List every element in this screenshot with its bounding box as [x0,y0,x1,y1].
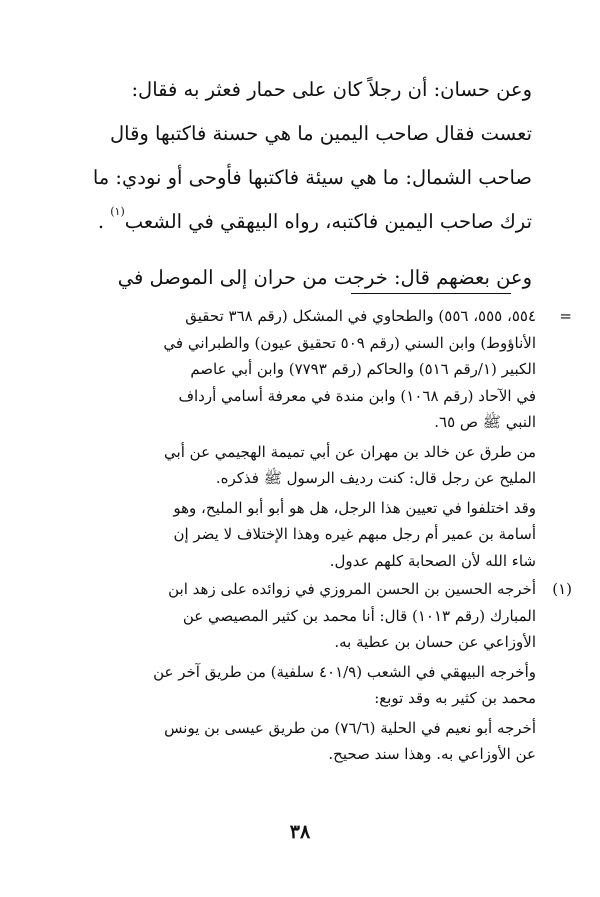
main-line-5: وعن بعضهم قال: خرجت من حران إلى الموصل في [117,266,532,289]
fn1-p3-line-1: أخرجه أبو نعيم في الحلية (٧٦/٦) من طريق عيسى بن يونس [164,718,536,737]
fn1-p1-line-2: المبارك (رقم ١٠١٣) قال: أنا محمد بن كثير المصيصي عن [182,606,536,625]
fn1-p2-line-2: محمد بن كثير به وقد توبع: [374,689,536,707]
fn-cont-p3-line-1: وقد اختلفوا في تعيين هذا الرجل، هل هو أبو أبو المليح، وهو [173,498,536,517]
fn1-p1-line-3: الأوزاعي عن حسان بن عطية به. [334,633,536,651]
footnote-divider [351,293,511,294]
page-number: ٣٨ [289,821,311,843]
main-text [62,68,532,300]
main-line-4-text: ترك صاحب اليمين فاكتبه، رواه البيهقي في الشعب [124,210,532,233]
fn-cont-line-5: النبي ﷺ ص ٦٥. [434,413,536,431]
main-line-4 [62,200,532,244]
fn-cont-line-4: في الآحاد (رقم ١٠٦٨) وابن مندة في معرفة أسامي أرداف [178,386,536,405]
footnote-1-mark: (١) [552,580,572,598]
main-line-4-end: . [97,210,105,233]
fn1-p2-line-1: وأخرجه البيهقي في الشعب (٤٠١/٩ سلفية) من طريق آخر عن [153,662,536,681]
main-line-2: تعست فقال صاحب اليمين ما هي حسنة فاكتبها وقال [109,122,532,145]
fn-cont-p3-line-3: شاء الله لأن الصحابة كلهم عدول. [329,551,536,570]
fn-cont-p3-line-2: أسامة بن عمير أم رجل مبهم غيره وهذا الإختلاف لا يضر إن [173,525,536,543]
fn-cont-p2-line-2: المليح عن رجل قال: كنت رديف الرسول ﷺ فذكره. [215,469,536,487]
fn-cont-line-1: ٥٥٤، ٥٥٥، ٥٥٦) والطحاوي في المشكل (رقم ٣٦٨ تحقيق [185,307,536,325]
footnote-ref-1: (١) [110,204,125,218]
footnotes [62,303,572,768]
main-line-3: صاحب الشمال: ما هي سيئة فاكتبها فأوحى أو نودي: ما [92,166,532,189]
fn-cont-line-2: الأناؤوط) وابن السني (رقم ٥٠٩ تحقيق عيون) والطبراني في [163,333,536,352]
continuation-mark: = [559,307,572,325]
fn1-p3-line-2: عن الأوزاعي به. وهذا سند صحيح. [328,745,536,763]
fn-cont-p2-line-1: من طرق عن خالد بن مهران عن أبي تميمة الهجيمي عن أبي [164,442,536,461]
fn1-p1-line-1: أخرجه الحسين بن الحسن المروزي في زوائده على زهد ابن [168,580,536,598]
fn-cont-line-3: الكبير (١/رقم ٥١٦) والحاكم (رقم ٧٧٩٣) وابن أبي عاصم [190,360,536,378]
main-line-1: وعن حسان: أن رجلاً كان على حمار فعثر به فقال: [131,78,532,101]
footnote-1 [62,576,572,768]
footnote-continuation [62,303,572,574]
